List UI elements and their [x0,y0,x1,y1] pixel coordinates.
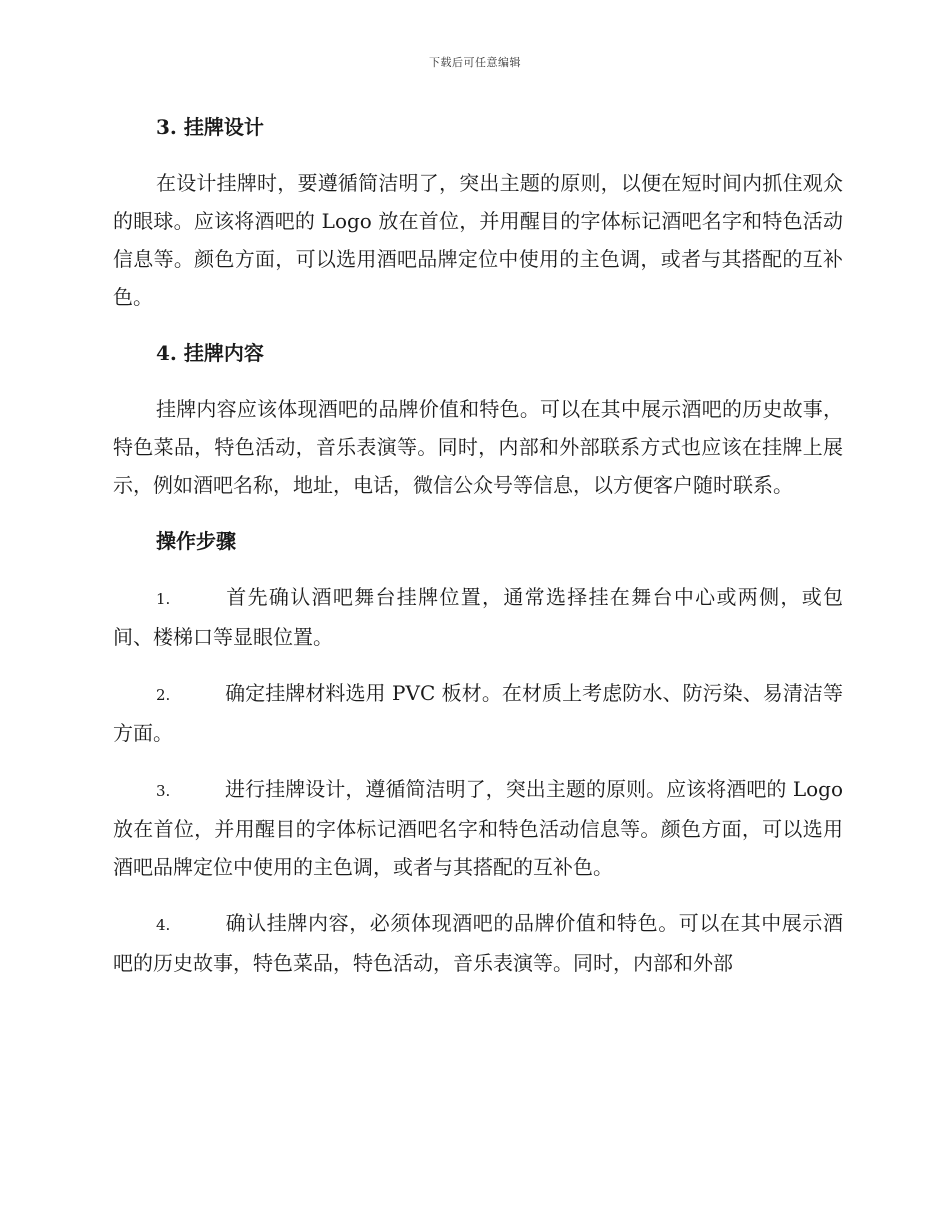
steps-heading: 操作步骤 [156,529,236,553]
section-paragraph-design: 在设计挂牌时，要遵循简洁明了，突出主题的原则，以便在短时间内抓住观众的眼球。应该将酒吧的 Logo 放在首位，并用醒目的字体标记酒吧名字和特色活动信息等。颜色方面，可以选用酒吧品牌定位中使用的主色调，或者与其搭配的互补色。 [113,171,843,309]
step-number: 3. [156,782,171,800]
step-item-1 [113,578,843,656]
step-text: 确定挂牌材料选用 PVC 板材。在材质上考虑防水、防污染、易清洁等方面。 [113,681,843,745]
page-header: 下载后可任意编辑 [429,56,521,69]
step-item-2 [113,674,843,752]
step-text: 首先确认酒吧舞台挂牌位置，通常选择挂在舞台中心或两侧，或包间、楼梯口等显眼位置。 [113,585,843,649]
section-paragraph-content: 挂牌内容应该体现酒吧的品牌价值和特色。可以在其中展示酒吧的历史故事，特色菜品，特色活动，音乐表演等。同时，内部和外部联系方式也应该在挂牌上展示，例如酒吧名称，地址，电话，微信公众号等信息，以方便客户随时联系。 [113,397,843,497]
section-heading-content: 4. 挂牌内容 [156,341,264,365]
step-item-3 [113,770,843,886]
step-number: 1. [156,590,171,608]
step-text: 确认挂牌内容，必须体现酒吧的品牌价值和特色。可以在其中展示酒吧的历史故事，特色菜品，特色活动，音乐表演等。同时，内部和外部 [113,911,843,975]
step-text: 进行挂牌设计，遵循简洁明了，突出主题的原则。应该将酒吧的 Logo 放在首位，并用醒目的字体标记酒吧名字和特色活动信息等。颜色方面，可以选用酒吧品牌定位中使用的主色调，或者与其搭配的互补色。 [113,777,843,879]
step-number: 4. [156,916,171,934]
step-number: 2. [156,686,171,704]
step-item-4 [113,904,843,982]
document-body [113,108,843,982]
section-heading-design: 3. 挂牌设计 [156,115,264,139]
